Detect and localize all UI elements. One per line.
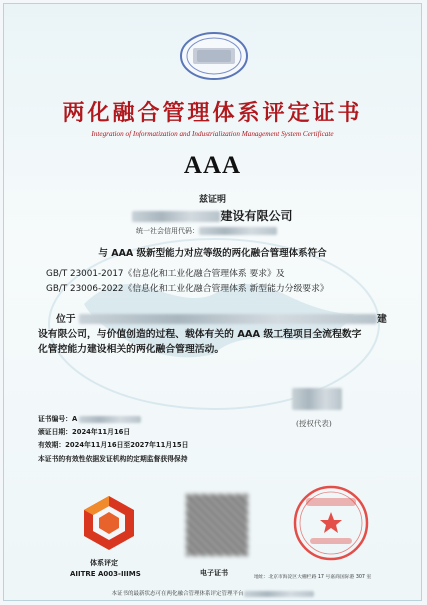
company-name: [4, 207, 421, 224]
certificate-title: 两化融合管理体系评定证书: [62, 100, 363, 126]
certificate: [3, 3, 422, 601]
conformity-statement: 与 AAA 级新型能力对应等级的两化融合管理体系符合: [98, 248, 327, 259]
scope-line-1-start: 位于: [56, 314, 76, 325]
validity-period: 有效期：2024年11月16日至2027年11月15日: [38, 441, 189, 449]
standard-line-2: GB/T 23006-2022《信息化和工业化融合管理体系 新型能力分级要求》: [46, 284, 329, 294]
qr-code-icon: [186, 494, 248, 556]
scope-line-3: 化管控能力建设相关的两化融合管理活动。: [38, 344, 225, 355]
footer-note: [4, 589, 421, 597]
issuer-address: 地址：北京市海淀区大栅栏路 17 号嘉商国际港 307 室: [254, 575, 372, 580]
certificate-number: [38, 413, 141, 423]
cert-no-visible: A: [71, 415, 78, 423]
scope-line-1-end: 建: [377, 314, 387, 325]
redacted-signature: [292, 388, 342, 410]
certificate-grade: AAA: [183, 152, 242, 179]
system-evaluation-code: AIITRE A003-IIIMS: [70, 570, 141, 578]
redacted-footer-url: [244, 591, 314, 597]
credit-code: [136, 226, 277, 236]
authorized-representative: (授权代表): [296, 419, 332, 428]
footer-text: 本证书的最新状态可在两化融合管理体系评定管理平台: [111, 591, 244, 597]
supervision-note: 本证书的有效性依据发证机构的定期监督获得保持: [38, 455, 188, 463]
redacted-cert-number: [79, 416, 141, 423]
credit-code-label: 统一社会信用代码：: [136, 227, 199, 235]
cert-no-label: 证书编号：: [38, 415, 72, 423]
certificate-subtitle: Integration of Informatization and Industrialization Management System Certificate: [91, 130, 334, 138]
scope-line-2: 设有限公司，与价值创造的过程、载体有关的 AAA 级工程项目全流程数字: [38, 329, 362, 340]
system-evaluation-label: 体系评定: [90, 559, 118, 567]
certify-label: 兹证明: [198, 195, 226, 205]
globe-emblem-icon: [179, 30, 249, 82]
company-suffix: 建设有限公司: [220, 209, 293, 223]
scope-paragraph: [38, 312, 400, 357]
issue-date: 颁证日期：2024年11月16日: [38, 428, 131, 436]
system-evaluation-logo-icon: [80, 494, 138, 552]
standard-line-1: GB/T 23001-2017《信息化和工业化融合管理体系 要求》及: [46, 269, 285, 279]
redacted-credit-code: [199, 227, 277, 235]
official-seal-icon: [292, 484, 370, 562]
scope-line-1: [38, 312, 400, 327]
redacted-company-name: [132, 211, 220, 222]
e-certificate-label: 电子证书: [200, 569, 228, 577]
redacted-address: [79, 314, 377, 324]
